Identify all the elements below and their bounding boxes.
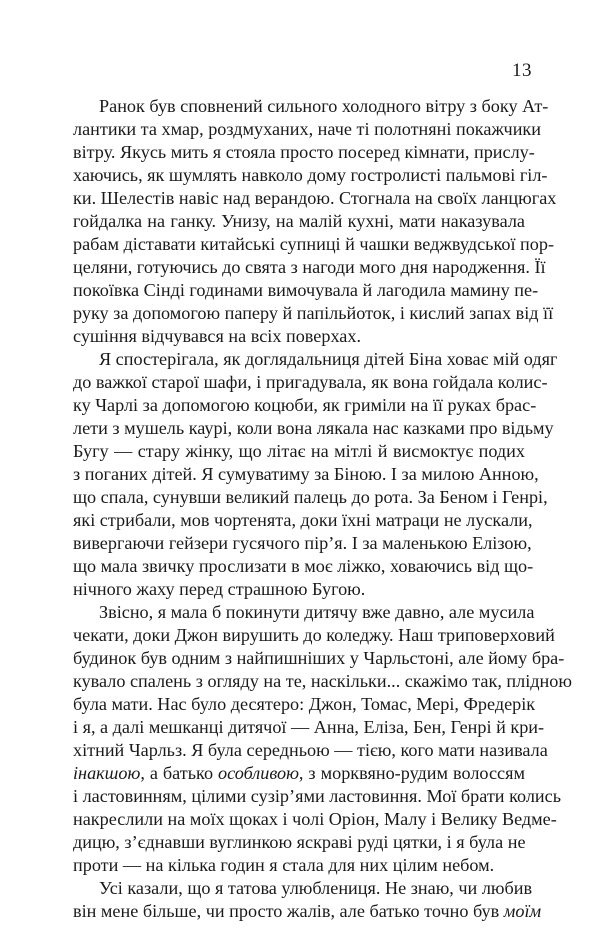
text-line: ку Чарлі за допомогою коцюби, як гриміли на її руках брас- [73,395,537,415]
text-line: хаючись, як шумлять навколо дому гостролисті пальмові гіл- [73,165,548,185]
text-line: що спала, сунувши великий палець до рота. За Беном і Генрі, [73,487,548,507]
paragraph [73,95,557,348]
text-line: що мала звичку прослизати в моє ліжко, ховаючись від що- [73,556,534,576]
text-line: лантики та хмар, роздмуханих, наче ті полотняні покажчики [73,119,541,139]
text-line: Звісно, я мала б покинути дитячу вже давно, але мусила [99,602,535,622]
text-line: і я, а далі мешканці дитячої — Анна, Еліза, Бен, Генрі й кри- [73,717,545,737]
paragraph [73,601,572,877]
paragraph [73,877,542,923]
text-line: кувало спалень з огляду на те, наскільки... скажімо так, плідною [73,671,572,691]
text-line: і ластовинням, цілими сузір’ями ластовиння. Мої брати колись [73,786,562,806]
text-line: целяни, готуючись до свята з нагоди мого дня народження. Її [73,257,546,277]
text-line: була мати. Нас було десятеро: Джон, Томас, Мері, Фредерік [73,694,536,714]
text-line: будинок був одним з найпишніших у Чарльстоні, але йому бра- [73,648,565,668]
text-line: лети з мушель каурі, коли вона лякала нас казками про відьму [73,418,554,438]
text-line: покоївка Сінді годинами вимочувала й лагодила мамину пе- [73,280,539,300]
text-line: дицю, з’єднавши вуглинкою яскраві руді цятки, і я була не [73,832,526,852]
text-line: вивергаючи гейзери гусячого пір’я. І за маленькою Елізою, [73,533,532,553]
text-line: до важкої старої шафи, і пригадувала, як вона гойдала колис- [73,372,548,392]
text-line: які стрибали, мов чортенята, доки їхні матраци не лускали, [73,510,533,530]
text-line: руку за допомогою паперу й папільйоток, і кислий запах від її [73,303,554,323]
text-line: гойдалка на ганку. Унизу, на малій кухні, мати наказувала [73,211,525,231]
text-line: Ранок був сповнений сильного холодного вітру з боку Ат- [99,96,549,116]
page-number: 13 [512,60,532,81]
text-line: хітний Чарльз. Я була середньою — тією, кого мати називала [73,740,548,760]
text-line: вітру. Якусь мить я стояла просто посеред кімнати, прислу- [73,142,535,162]
text-line: з поганих дітей. Я сумуватиму за Біною. І за милою Анною, [73,464,539,484]
body-text [73,95,572,923]
text-line: проти — на кілька годин я стала для них цілим небом. [73,855,495,875]
text-line: нічного жаху перед страшною Бугою. [73,579,366,599]
text-line: ки. Шелестів навіс над верандою. Стогнала на своїх ланцюгах [73,188,557,208]
text-line: рабам діставати китайські супниці й чашки веджвудської пор- [73,234,555,254]
text-line: він мене більше, чи просто жалів, але батько точно був моїм [73,901,542,921]
text-line: Я спостерігала, як доглядальниця дітей Біна ховає мій одяг [99,349,558,369]
paragraph [73,348,558,601]
text-line: інакшою, а батько особливою, з морквяно-рудим волоссям [73,763,525,783]
text-line: накреслили на моїх щоках і чолі Оріон, Малу і Велику Ведме- [73,809,557,829]
text-line: чекати, доки Джон вирушить до коледжу. Наш триповерховий [73,625,555,645]
text-line: Бугу — стару жінку, що літає на мітлі й висмоктує подих [73,441,525,461]
text-line: сушіння відчувався на всіх поверхах. [73,326,362,346]
text-line: Усі казали, що я татова улюблениця. Не знаю, чи любив [99,878,533,898]
